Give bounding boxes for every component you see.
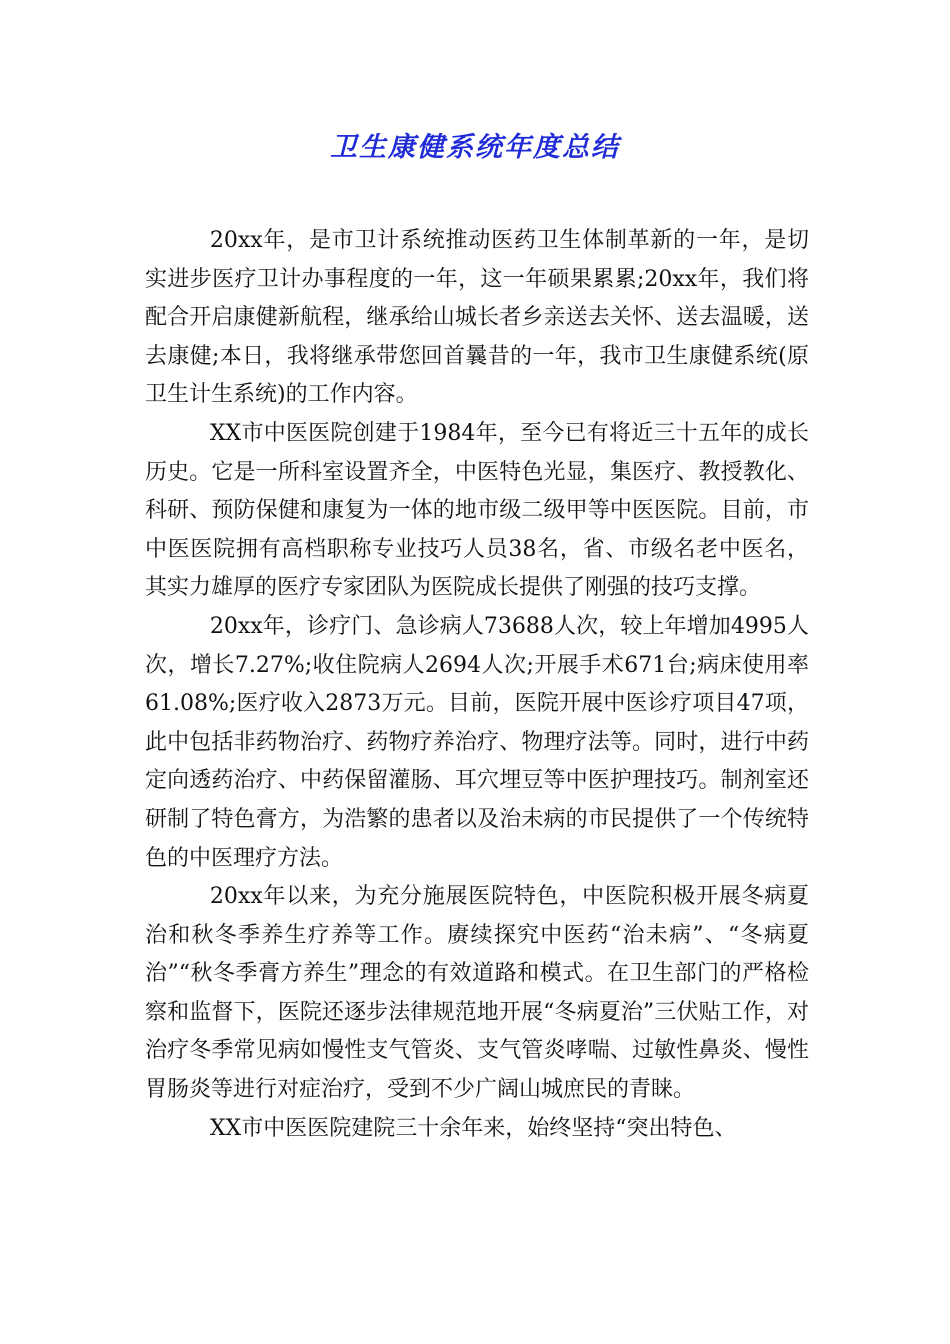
- paragraph-5: XX市中医医院建院三十余年来，始终坚持“突出特色、: [209, 1115, 737, 1141]
- document-body: [145, 222, 809, 1148]
- paragraph-3: 20xx年，诊疗门、急诊病人73688人次，较上年增加4995人次，增长7.27%;收住院病人2694人次;开展手术671台;病床使用率61.08%;医疗收入2873万元。目前，医院开展中医诊疗项目47项，此中包括非药物治疗、药物疗养治疗、物理疗法等。同时，进行中药定向透药治疗、中药保留灌肠、耳穴埋豆等中医护理技巧。制剂室还研制了特色膏方，为浩繁的患者以及治未病的市民提供了一个传统特色的中医理疗方法。: [145, 613, 809, 871]
- paragraph-4: 20xx年以来，为充分施展医院特色，中医院积极开展冬病夏治和秋冬季养生疗养等工作。赓续探究中医药“治未病”、“冬病夏治”“秋冬季膏方养生”理念的有效道路和模式。在卫生部门的严格检察和监督下，医院还逐步法律规范地开展“冬病夏治”三伏贴工作，对治疗冬季常见病如慢性支气管炎、支气管炎哮喘、过敏性鼻炎、慢性胃肠炎等进行对症治疗，受到不少广阔山城庶民的青睐。: [145, 884, 809, 1103]
- paragraph-2: XX市中医医院创建于1984年，至今已有将近三十五年的成长历史。它是一所科室设置齐全，中医特色光显，集医疗、教授教化、科研、预防保健和康复为一体的地市级二级甲等中医医院。目前，市中医医院拥有高档职称专业技巧人员38名，省、市级名老中医名，其实力雄厚的医疗专家团队为医院成长提供了刚强的技巧支撑。: [145, 420, 809, 601]
- document-title: 卫生康健系统年度总结: [330, 132, 620, 163]
- paragraph-1: 20xx年，是市卫计系统推动医药卫生体制革新的一年，是切实进步医疗卫计办事程度的一年，这一年硕果累累;20xx年，我们将配合开启康健新航程，继承给山城长者乡亲送去关怀、送去温暖，送去康健;本日，我将继承带您回首曩昔的一年，我市卫生康健系统(原卫生计生系统)的工作内容。: [145, 228, 809, 408]
